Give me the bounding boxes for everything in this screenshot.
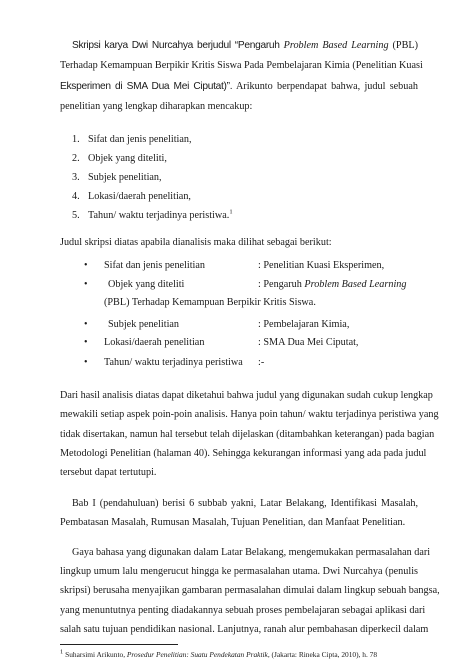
- paragraph-3-line: skripsi) berusaha menyajikan gambaran permasalahan dimulai dalam lingkup sebuah bangsa,: [60, 585, 440, 596]
- list-item: Objek yang diteliti,: [88, 153, 167, 164]
- footnote: $^1$ Suharsimi Arikunto, Prosedur Penelitian: Suatu Pendekatan Praktik, (Jakarta: Rineka Cipta, 2010), h. 78: [60, 648, 378, 659]
- analysis-label: Tahun/ waktu terjadinya peristiwa: [104, 357, 243, 368]
- list-item-number: 1.: [72, 134, 80, 145]
- paragraph-3-line: salah satu tujuan pendidikan nasional. Lanjutnya, ranah alur pembahasan diperkecil dalam: [60, 624, 429, 635]
- analysis-label: Objek yang diteliti: [108, 279, 185, 290]
- footnote-divider: [60, 644, 178, 645]
- paragraph-1-line: Dari hasil analisis diatas dapat diketahui bahwa judul yang digunakan sudah cukup lengkap: [60, 390, 433, 401]
- analysis-label: Sifat dan jenis penelitian: [104, 260, 205, 271]
- paragraph-3-line: yang menuntutnya penting diadakannya sebuah proses pembelajaran sebagai aplikasi dari: [60, 605, 426, 616]
- list-item-number: 5.: [72, 210, 80, 221]
- list-item: Lokasi/daerah penelitian,: [88, 191, 191, 202]
- intro-line-2: Terhadap Kemampuan Berpikir Kritis Siswa Pada Pembelajaran Kimia (Penelitian Kuasi: [60, 60, 423, 71]
- bullet-icon: •: [84, 279, 88, 290]
- analysis-value: : Pembelajaran Kimia,: [258, 319, 350, 330]
- analysis-value: : Pengaruh Problem Based Learning: [258, 279, 407, 290]
- analysis-value: : Penelitian Kuasi Eksperimen,: [258, 260, 385, 271]
- analysis-value: :-: [258, 357, 265, 368]
- list-item-number: 3.: [72, 172, 80, 183]
- footnote-number: 1: [60, 648, 64, 656]
- paragraph-2-line: Bab I (pendahuluan) berisi 6 subbab yakni, Latar Belakang, Identifikasi Masalah,: [72, 498, 418, 509]
- list-item-number: 2.: [72, 153, 80, 164]
- intro-line-1: Skripsi karya Dwi Nurcahya berjudul “Pengaruh Problem Based Learning (PBL): [72, 40, 419, 51]
- paragraph-3-line: lingkup umum lalu mengerucut hingga ke permasalahan utama. Dwi Nurcahya (penulis: [60, 566, 418, 577]
- list-item: Sifat dan jenis penelitian,: [88, 134, 192, 145]
- paragraph-1-line: tersebut dapat tertutupi.: [60, 467, 157, 478]
- bullet-icon: •: [84, 357, 88, 368]
- analysis-value: : SMA Dua Mei Ciputat,: [258, 337, 359, 348]
- intro-line-4: penelitian yang lengkap diharapkan mencakup:: [60, 101, 253, 112]
- list-item-number: 4.: [72, 191, 80, 202]
- bullet-icon: •: [84, 260, 88, 271]
- analysis-label: Lokasi/daerah penelitian: [104, 337, 205, 348]
- list-item: Subjek penelitian,: [88, 172, 162, 183]
- list-item: Tahun/ waktu terjadinya peristiwa.$^1$: [88, 208, 233, 221]
- intro-line-3: Eksperimen di SMA Dua Mei Ciputat)”. Arikunto berpendapat bahwa, judul sebuah: [60, 81, 418, 92]
- analysis-value-continuation: (PBL) Terhadap Kemampuan Berpikir Kritis Siswa.: [104, 297, 316, 308]
- bullet-icon: •: [84, 319, 88, 330]
- bullet-icon: •: [84, 337, 88, 348]
- paragraph-2-line: Pembatasan Masalah, Rumusan Masalah, Tujuan Penelitian, dan Manfaat Penelitian.: [60, 517, 406, 528]
- paragraph-1-line: Metodologi Penelitian (halaman 40). Sehingga kekurangan informasi yang ada pada judul: [60, 448, 427, 459]
- paragraph-1-line: mewakili setiap aspek poin-poin analisis. Hanya poin tahun/ waktu terjadinya peristiwa yang: [60, 409, 439, 420]
- analysis-label: Subjek penelitian: [108, 319, 180, 330]
- analysis-intro: Judul skripsi diatas apabila dianalisis maka dilihat sebagai berikut:: [60, 237, 332, 248]
- paragraph-3-line: Gaya bahasa yang digunakan dalam Latar Belakang, mengemukakan permasalahan dari: [72, 547, 431, 558]
- footnote-ref[interactable]: 1: [229, 208, 233, 216]
- paragraph-1-line: tidak disertakan, namun hal tersebut telah dijelaskan (ditambahkan keterangan) pada bagian: [60, 429, 435, 440]
